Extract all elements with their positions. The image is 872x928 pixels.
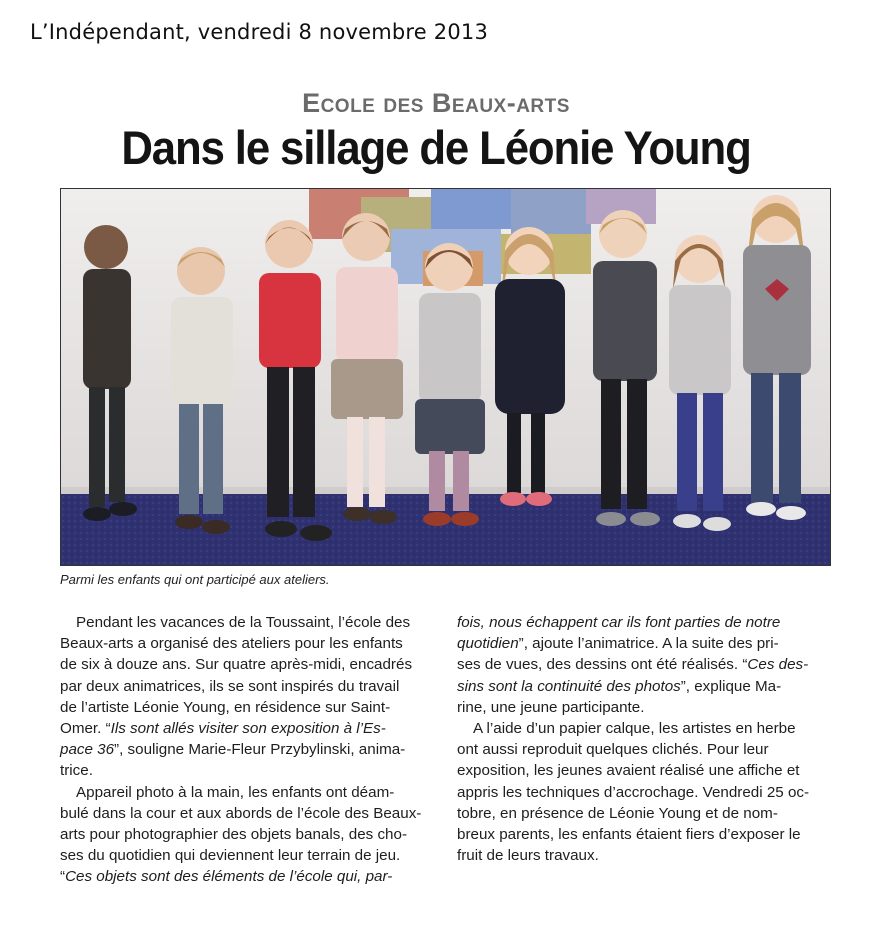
text-line <box>457 654 832 675</box>
publication-source-line: L’Indépendant, vendredi 8 novembre 2013 <box>30 20 489 44</box>
text-run: ”, explique Ma- <box>680 677 782 695</box>
text-line: Appareil photo à la main, les enfants ont déam- <box>76 783 395 801</box>
text-line <box>60 866 435 887</box>
text-run: “ <box>60 868 66 886</box>
text-line: de six à douze ans. Sur quatre après-midi, encadrés <box>60 656 413 674</box>
children-group-illustration <box>61 189 831 566</box>
text-line: fruit de leurs travaux. <box>457 847 599 865</box>
quote-run: Ils sont allés visiter son exposition à l’Es- <box>110 720 386 738</box>
text-line <box>457 633 832 654</box>
quote-run: Ces objets sont des éléments de l’école qui, par- <box>65 868 393 886</box>
quote-run: Ces des- <box>747 656 809 674</box>
text-line: exposition, les jeunes avaient réalisé une affiche et <box>457 762 800 780</box>
article-headline: Dans le sillage de Léonie Young <box>121 121 751 174</box>
text-line: par deux animatrices, ils se sont inspirés du travail <box>60 677 400 695</box>
text-run: ses de vues, des dessins ont été réalisés. “ <box>457 656 748 674</box>
text-line: breux parents, les enfants étaient fiers d’exposer le <box>457 826 801 844</box>
article-column-left <box>60 612 435 888</box>
article-photo <box>60 188 831 566</box>
text-line <box>60 718 435 739</box>
text-line <box>60 739 435 760</box>
text-line: Pendant les vacances de la Toussaint, l’école des <box>76 614 411 631</box>
article-kicker: Ecole des Beaux-arts <box>302 88 570 118</box>
text-run: ”, ajoute l’animatrice. A la suite des pri- <box>518 635 779 653</box>
text-line: de l’artiste Léonie Young, en résidence sur Saint- <box>60 698 391 716</box>
text-run: Omer. “ <box>60 720 111 738</box>
text-line: ses du quotidien qui deviennent leur terrain de jeu. <box>60 847 401 865</box>
text-line <box>457 676 832 697</box>
text-line: fois, nous échappent car ils font parties de notre <box>457 614 781 631</box>
text-line: A l’aide d’un papier calque, les artistes en herbe <box>473 720 796 738</box>
text-line: appris les techniques d’accrochage. Vendredi 25 oc- <box>457 783 810 801</box>
text-line: arts pour photographier des objets banals, des cho- <box>60 826 407 844</box>
text-line: bulé dans la cour et aux abords de l’école des Beaux- <box>60 804 422 822</box>
text-line: trice. <box>60 762 93 780</box>
text-line: ont aussi reproduit quelques clichés. Pour leur <box>457 741 769 759</box>
article-column-right <box>457 612 832 866</box>
photo-caption: Parmi les enfants qui ont participé aux ateliers. <box>60 572 330 587</box>
text-run: ”, souligne Marie-Fleur Przybylinski, anima- <box>114 741 406 759</box>
text-line: Beaux-arts a organisé des ateliers pour les enfants <box>60 635 403 653</box>
quote-run: pace 36 <box>60 741 115 759</box>
text-line: rine, une jeune participante. <box>457 698 645 716</box>
text-line: tobre, en présence de Léonie Young et de nom- <box>457 804 778 822</box>
quote-run: sins sont la continuité des photos <box>457 677 681 695</box>
quote-run: quotidien <box>457 635 519 653</box>
